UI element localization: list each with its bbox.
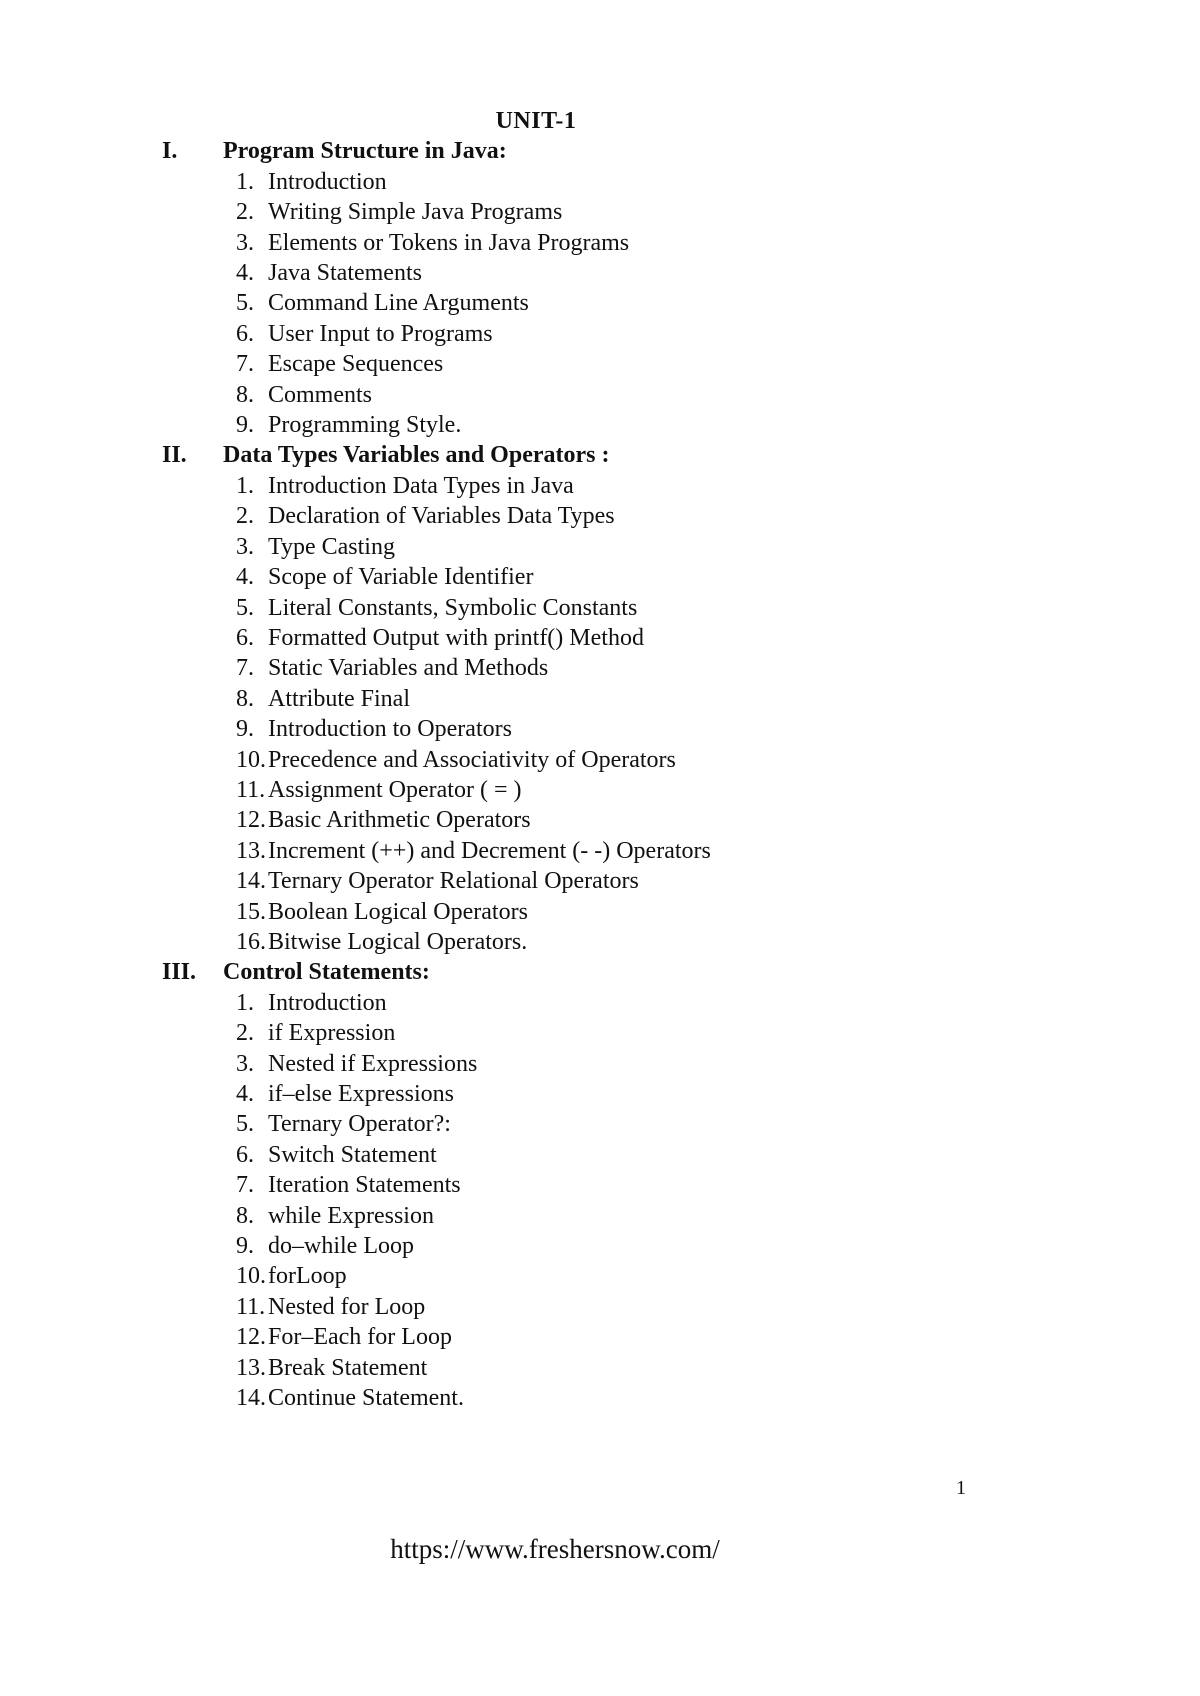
item-text: Escape Sequences: [268, 351, 444, 378]
page-number: 1: [956, 1477, 966, 1499]
list-item: [162, 653, 910, 683]
list-item: [162, 836, 910, 866]
item-number: 8.: [236, 381, 254, 408]
item-text: if Expression: [268, 1020, 396, 1047]
section-heading: [162, 136, 910, 166]
item-text: Break Statement: [268, 1354, 428, 1381]
item-text: do–while Loop: [268, 1233, 414, 1260]
list-item: [162, 471, 910, 501]
item-text: Scope of Variable Identifier: [268, 564, 534, 591]
item-number: 13.: [236, 837, 266, 864]
list-item: [162, 258, 910, 288]
section-title: Data Types Variables and Operators :: [223, 442, 610, 469]
item-text: For–Each for Loop: [268, 1324, 452, 1351]
item-text: Elements or Tokens in Java Programs: [268, 229, 630, 256]
list-item: [162, 197, 910, 227]
list-item: [162, 775, 910, 805]
item-number: 2.: [236, 1020, 254, 1047]
item-number: 3.: [236, 229, 254, 256]
item-number: 3.: [236, 533, 254, 560]
list-item: [162, 1261, 910, 1291]
item-text: Increment (++) and Decrement (- -) Operators: [268, 837, 711, 864]
list-item: [162, 1383, 910, 1413]
list-item: [162, 927, 910, 957]
item-number: 13.: [236, 1354, 266, 1381]
list-item: [162, 745, 910, 775]
item-text: Nested if Expressions: [268, 1050, 478, 1077]
item-text: Nested for Loop: [268, 1293, 426, 1320]
item-text: Literal Constants, Symbolic Constants: [268, 594, 638, 621]
list-item: [162, 1201, 910, 1231]
list-item: [162, 1049, 910, 1079]
section-heading: [162, 440, 910, 470]
item-number: 14.: [236, 1385, 266, 1412]
item-number: 7.: [236, 351, 254, 378]
item-number: 9.: [236, 412, 254, 439]
item-number: 16.: [236, 928, 266, 955]
item-number: 6.: [236, 1141, 254, 1168]
item-text: Type Casting: [268, 533, 395, 560]
section-heading: [162, 957, 910, 987]
item-number: 9.: [236, 716, 254, 743]
item-number: 1.: [236, 472, 254, 499]
item-number: 14.: [236, 868, 266, 895]
item-text: Introduction: [268, 168, 387, 195]
item-text: Switch Statement: [268, 1141, 437, 1168]
item-text: Boolean Logical Operators: [268, 898, 528, 925]
item-text: Introduction: [268, 989, 387, 1016]
list-item: [162, 501, 910, 531]
list-item: [162, 349, 910, 379]
item-text: Declaration of Variables Data Types: [268, 503, 615, 530]
item-text: Attribute Final: [268, 685, 410, 712]
list-item: [162, 1079, 910, 1109]
list-item: [162, 1231, 910, 1261]
item-number: 4.: [236, 1081, 254, 1107]
item-text: forLoop: [268, 1263, 347, 1290]
list-item: [162, 562, 910, 592]
document-content: [162, 106, 910, 1413]
list-item: [162, 593, 910, 623]
item-number: 8.: [236, 1202, 254, 1229]
list-item: [162, 288, 910, 318]
item-text: Java Statements: [268, 260, 422, 287]
list-item: [162, 319, 910, 349]
section-numeral: I.: [162, 138, 178, 165]
list-item: [162, 684, 910, 714]
item-text: Iteration Statements: [268, 1172, 461, 1199]
section-numeral: II.: [162, 442, 187, 469]
item-number: 11.: [236, 776, 266, 803]
item-number: 2.: [236, 503, 254, 530]
item-number: 7.: [236, 655, 254, 682]
item-text: Ternary Operator?:: [268, 1111, 451, 1138]
item-text: Formatted Output with printf() Method: [268, 624, 644, 651]
item-number: 9.: [236, 1233, 254, 1260]
item-text: Comments: [268, 381, 373, 408]
list-item: [162, 1353, 910, 1383]
item-number: 2.: [236, 199, 254, 226]
item-text: Programming Style.: [268, 412, 462, 439]
item-text: Writing Simple Java Programs: [268, 199, 563, 226]
list-item: [162, 623, 910, 653]
item-number: 10.: [236, 746, 266, 773]
item-number: 10.: [236, 1263, 266, 1290]
item-text: if–else Expressions: [268, 1081, 454, 1107]
item-number: 5.: [236, 1111, 254, 1138]
section-title: Control Statements:: [223, 959, 430, 986]
item-number: 3.: [236, 1050, 254, 1077]
item-number: 4.: [236, 260, 254, 287]
item-text: Assignment Operator ( = ): [268, 776, 522, 803]
item-text: Continue Statement.: [268, 1385, 464, 1412]
list-item: [162, 1140, 910, 1170]
page-title: UNIT-1: [495, 108, 577, 134]
list-item: [162, 1322, 910, 1352]
item-text: Command Line Arguments: [268, 290, 529, 317]
item-number: 15.: [236, 898, 266, 925]
section-numeral: III.: [162, 959, 197, 986]
list-item: [162, 988, 910, 1018]
list-item: [162, 1170, 910, 1200]
item-number: 1.: [236, 168, 254, 195]
list-item: [162, 866, 910, 896]
item-number: 5.: [236, 290, 254, 317]
item-number: 12.: [236, 807, 266, 834]
section-title: Program Structure in Java:: [223, 138, 507, 165]
item-text: User Input to Programs: [268, 320, 493, 347]
item-text: Precedence and Associativity of Operators: [268, 746, 676, 773]
item-number: 1.: [236, 989, 254, 1016]
item-text: Ternary Operator Relational Operators: [268, 868, 639, 895]
item-number: 12.: [236, 1324, 266, 1351]
list-item: [162, 380, 910, 410]
item-number: 8.: [236, 685, 254, 712]
item-text: Bitwise Logical Operators.: [268, 928, 528, 955]
list-item: [162, 167, 910, 197]
list-item: [162, 410, 910, 440]
item-number: 6.: [236, 624, 254, 651]
list-item: [162, 805, 910, 835]
item-number: 5.: [236, 594, 254, 621]
item-text: Static Variables and Methods: [268, 655, 549, 682]
list-item: [162, 1018, 910, 1048]
item-number: 11.: [236, 1293, 266, 1320]
item-text: Basic Arithmetic Operators: [268, 807, 531, 834]
list-item: [162, 228, 910, 258]
item-number: 6.: [236, 320, 254, 347]
list-item: [162, 714, 910, 744]
item-text: Introduction to Operators: [268, 716, 512, 743]
item-text: Introduction Data Types in Java: [268, 472, 574, 499]
item-text: while Expression: [268, 1202, 434, 1229]
list-item: [162, 532, 910, 562]
list-item: [162, 897, 910, 927]
item-number: 7.: [236, 1172, 254, 1199]
list-item: [162, 1109, 910, 1139]
item-number: 4.: [236, 564, 254, 591]
list-item: [162, 1292, 910, 1322]
footer-url: https://www.freshersnow.com/: [390, 1534, 720, 1564]
